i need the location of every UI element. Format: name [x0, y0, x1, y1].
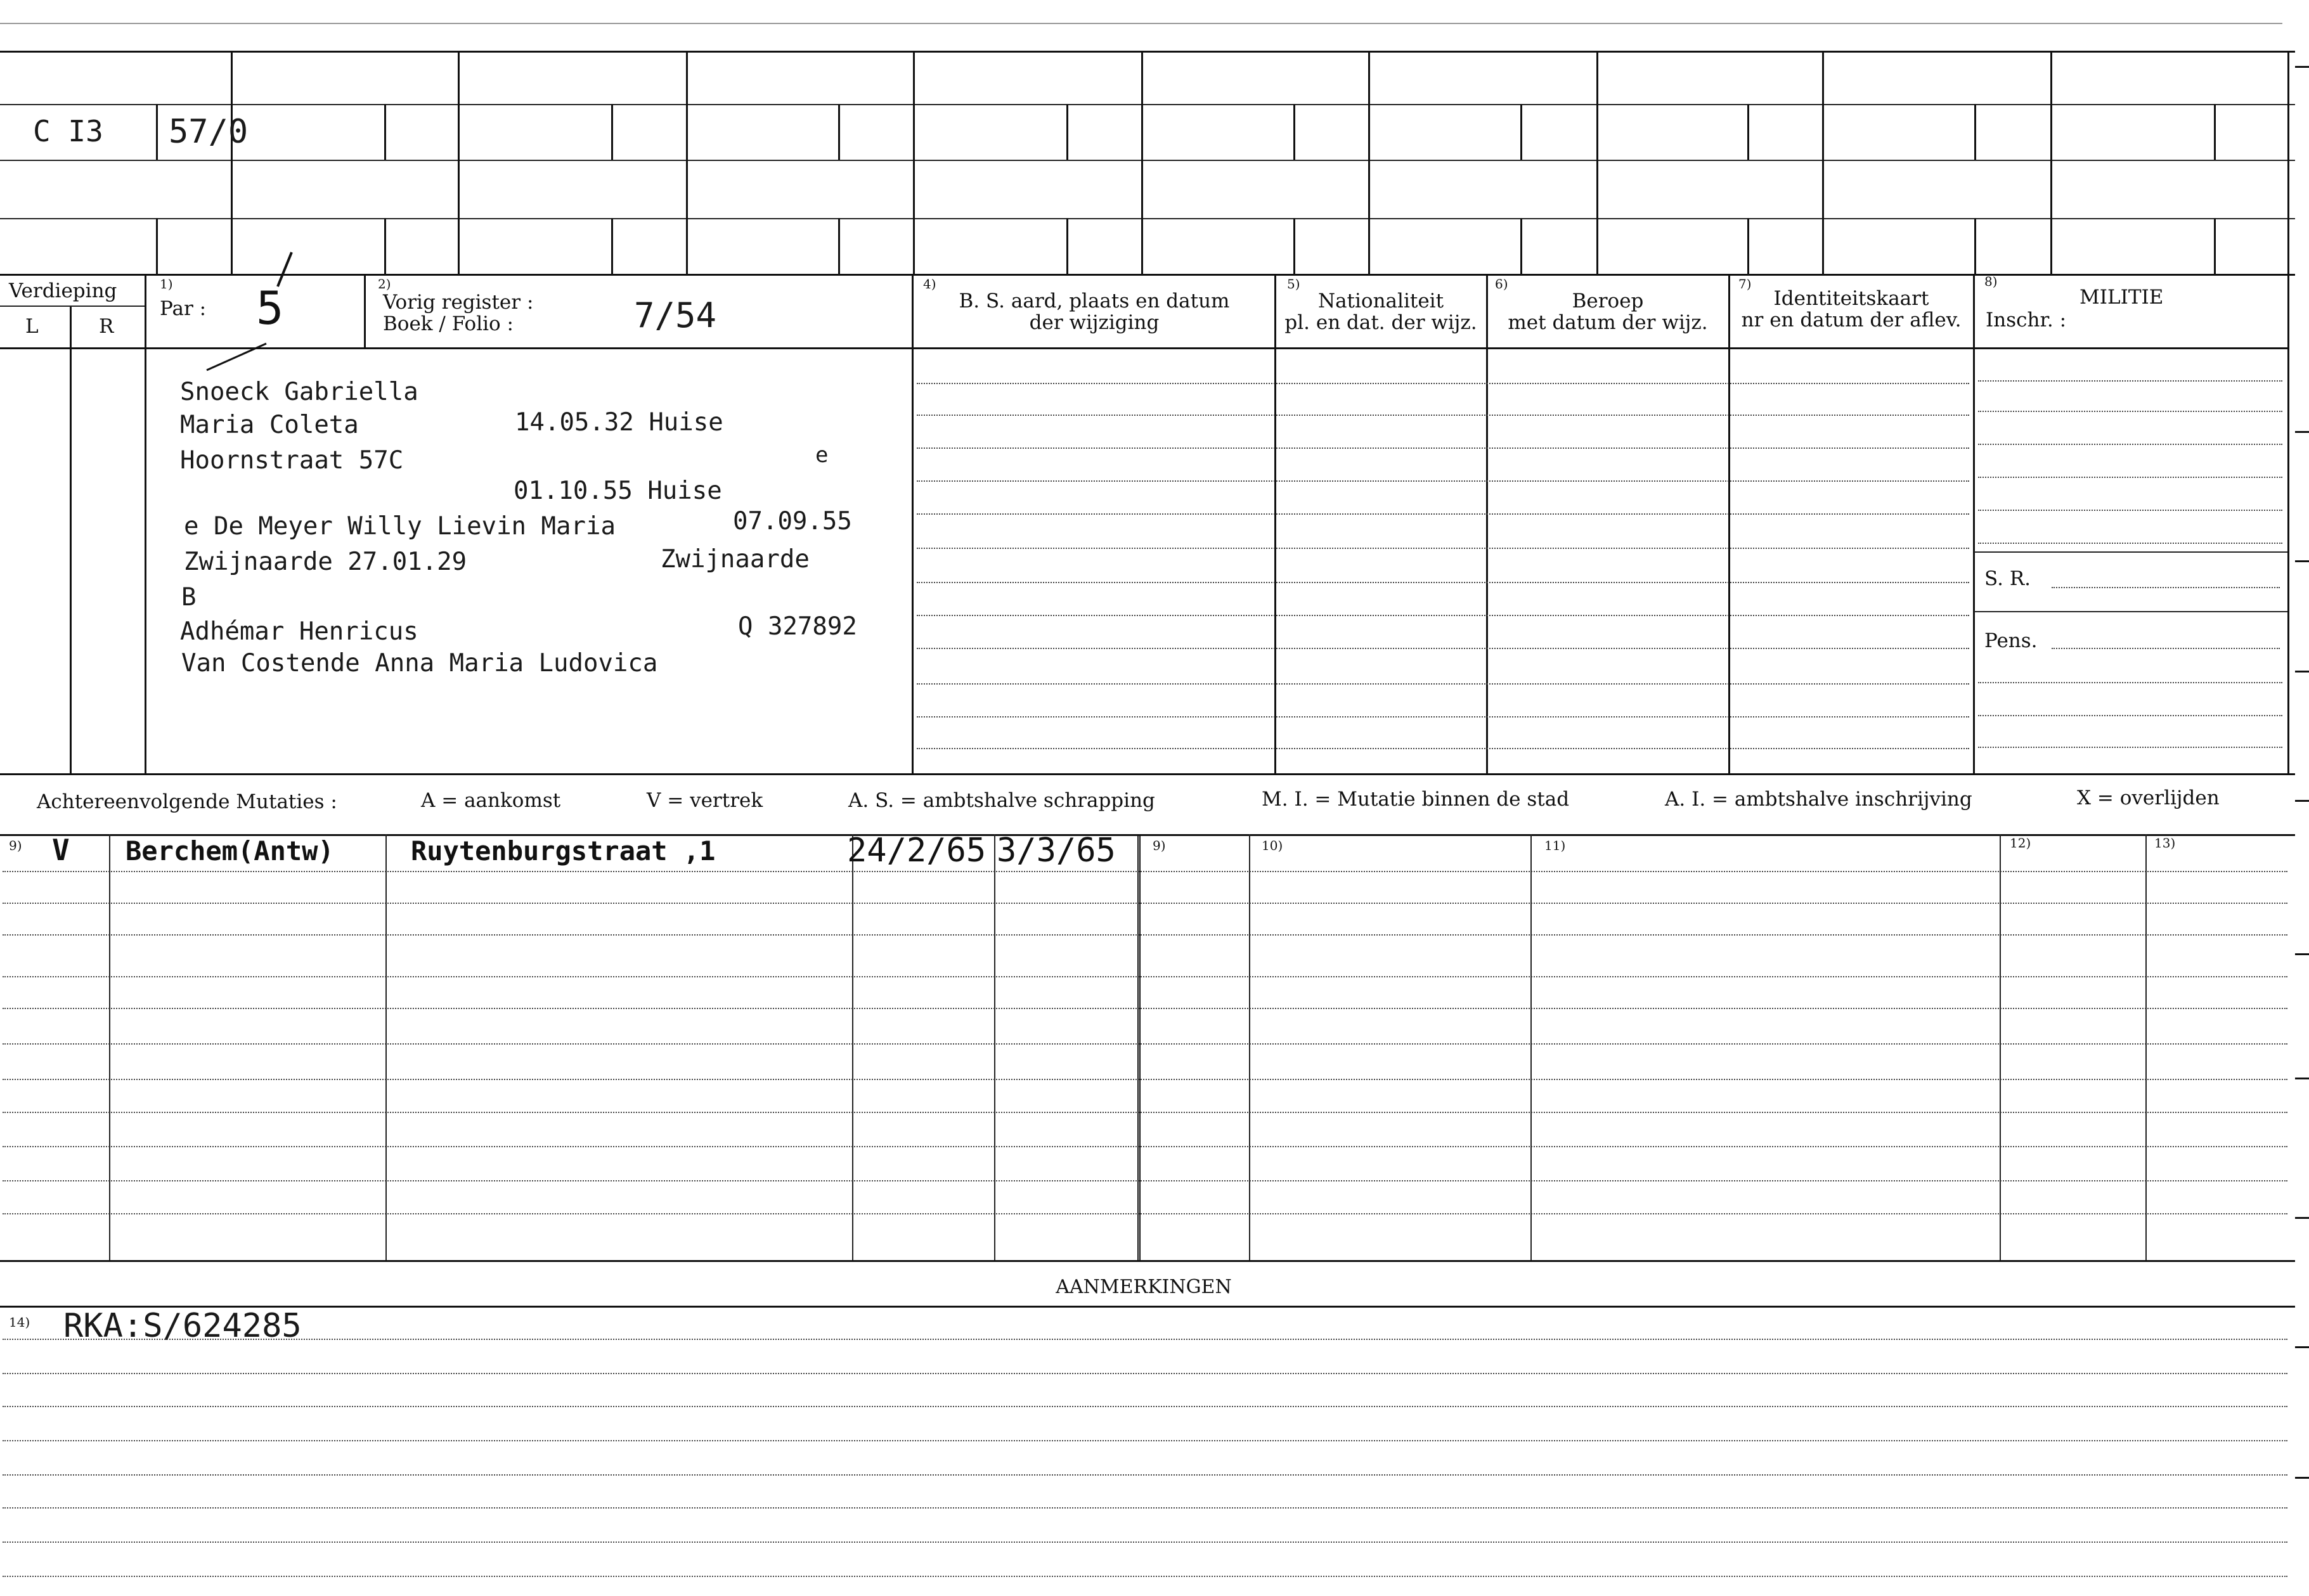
- remarks-dotted-row: [3, 1474, 2287, 1476]
- mut-dotted-row: [3, 1146, 2287, 1147]
- remarks-dotted-row: [3, 1339, 2287, 1340]
- verdieping-underline: [0, 306, 145, 307]
- body-dotted-row: [917, 648, 1969, 649]
- top-grid-vline-m2: [1520, 218, 1522, 274]
- person-line8: Van Costende Anna Maria Ludovica: [181, 649, 658, 678]
- remarks-dotted-row: [3, 1507, 2287, 1509]
- top-grid-vline-right: [2287, 51, 2289, 274]
- militie-title: MILITIE: [2079, 286, 2164, 309]
- header-vline-4: [1274, 274, 1276, 773]
- top-grid-vline-s: [2214, 104, 2216, 160]
- mut-vline: [1530, 834, 1532, 1260]
- person-line3: Hoornstraat 57C: [180, 446, 404, 475]
- top-grid-vline-j: [1141, 51, 1143, 274]
- top-grid-vline-k: [1293, 104, 1295, 160]
- sr-dotted: [2052, 587, 2280, 588]
- top-grid-line-3: [0, 160, 2295, 161]
- legend-x: X = overlijden: [2077, 787, 2220, 809]
- mut-date1: 24/2/65: [847, 832, 986, 870]
- militie-dotted-row: [1978, 444, 2282, 445]
- top-grid-vline-e2: [611, 218, 613, 274]
- margin-tick: [2295, 66, 2309, 68]
- par-slash-stroke: [203, 248, 304, 375]
- col7-num: 7): [1738, 276, 1752, 292]
- mut-vline: [385, 834, 387, 1260]
- mut-dotted-row: [3, 1180, 2287, 1181]
- body-dotted-row: [917, 548, 1969, 549]
- legend-v: V = vertrek: [647, 789, 763, 812]
- mut-dotted-row: [3, 1079, 2287, 1080]
- par-label: Par :: [160, 297, 207, 320]
- militie-dotted-row: [1978, 411, 2282, 412]
- top-grid-vline-k2: [1293, 218, 1295, 274]
- top-grid-line-4: [0, 218, 2295, 219]
- mut-dotted-row: [3, 976, 2287, 977]
- remarks-dotted-row: [3, 1373, 2287, 1374]
- margin-tick: [2295, 560, 2309, 562]
- mut-vline: [1249, 834, 1250, 1260]
- top-grid-vline-s2: [2214, 218, 2216, 274]
- top-grid-vline-o: [1747, 104, 1749, 160]
- remarks-top-line: [0, 1306, 2295, 1308]
- body-left-vline: [145, 347, 146, 773]
- sr-label: S. R.: [1984, 567, 2031, 590]
- militie-dotted-row: [1978, 510, 2282, 511]
- top-grid-vline-r: [2050, 51, 2052, 274]
- boek-value: 7/54: [634, 295, 717, 335]
- margin-tick: [2295, 1346, 2309, 1348]
- remarks-dotted-row: [3, 1440, 2287, 1441]
- l-label: L: [25, 315, 39, 338]
- body-dotted-row: [917, 415, 1969, 416]
- mut-num-9b: 9): [1153, 838, 1166, 853]
- top-grid-vline-i: [1066, 104, 1068, 160]
- verdieping-label: Verdieping: [9, 280, 117, 302]
- body-dotted-row: [917, 513, 1969, 515]
- col6-num: 6): [1495, 276, 1508, 292]
- header-vline-7: [1973, 274, 1975, 773]
- militie-dotted-row: [1978, 747, 2282, 748]
- header-vline-2: [364, 274, 366, 347]
- remarks-dotted-row: [3, 1406, 2287, 1407]
- col6-line2: met datum der wijz.: [1508, 311, 1708, 334]
- top-grid-border-bottom: [0, 274, 2295, 276]
- mut-vline: [994, 834, 995, 1260]
- margin-tick: [2295, 671, 2309, 673]
- top-grid-vline-g2: [838, 218, 840, 274]
- col4-num: 4): [923, 276, 936, 292]
- mutations-bottom-line: [0, 1260, 2295, 1262]
- mut-dotted-row: [3, 871, 2287, 872]
- mut-dotted-row: [3, 1112, 2287, 1113]
- vorig-label: Vorig register :: [383, 291, 534, 314]
- top-grid-vline-d: [458, 51, 460, 274]
- mut-num-12: 12): [2010, 835, 2031, 851]
- top-grid-vline-a2: [156, 218, 158, 274]
- mut-dotted-row: [3, 903, 2287, 904]
- mut-street: Ruytenburgstraat ,1: [411, 835, 716, 866]
- top-grid-vline-e: [611, 104, 613, 160]
- header-bottom-left: [0, 347, 145, 349]
- top-grid-vline-q2: [1974, 218, 1976, 274]
- person-line4: e De Meyer Willy Lievin Maria: [184, 512, 616, 541]
- mut-num-11: 11): [1544, 838, 1566, 853]
- top-grid-vline-i2: [1066, 218, 1068, 274]
- col8-num: 8): [1984, 274, 1998, 289]
- body-dotted-row: [917, 383, 1969, 384]
- header-vline-3: [912, 274, 914, 773]
- body-dotted-row: [917, 480, 1969, 482]
- mut-vline: [2000, 834, 2001, 1260]
- legend-as: A. S. = ambtshalve schrapping: [848, 789, 1155, 812]
- body-dotted-row: [917, 748, 1969, 749]
- r-label: R: [99, 315, 114, 338]
- person-idnr: Q 327892: [738, 612, 857, 641]
- top-grid-line-2: [0, 104, 2295, 105]
- header-bottom-line: [145, 347, 2287, 349]
- vorig-num: 2): [378, 276, 391, 292]
- legend-title: Achtereenvolgende Mutaties :: [37, 790, 337, 813]
- col4-line2: der wijziging: [1029, 311, 1160, 334]
- pens-label: Pens.: [1984, 629, 2038, 652]
- legend-a: A = aankomst: [421, 789, 561, 812]
- par-num: 1): [160, 276, 173, 292]
- legend-mi: M. I. = Mutatie binnen de stad: [1262, 788, 1570, 811]
- person-line6: B: [181, 583, 197, 612]
- top-grid-vline-n: [1596, 51, 1598, 274]
- top-grid-vline-c2: [384, 218, 386, 274]
- body-dotted-row: [917, 683, 1969, 685]
- boek-label: Boek / Folio :: [383, 312, 514, 335]
- militie-solid-line-2: [1974, 611, 2287, 612]
- par-value: 5: [256, 281, 284, 335]
- mut-dotted-row: [3, 1043, 2287, 1045]
- person-place5: Zwijnaarde: [661, 545, 810, 574]
- person-line1: Snoeck Gabriella: [180, 378, 418, 406]
- legend-ai: A. I. = ambtshalve inschrijving: [1665, 788, 1972, 811]
- top-grid-vline-h: [913, 51, 915, 274]
- mut-type: V: [52, 833, 70, 867]
- col5-line1: Nationaliteit: [1317, 290, 1444, 312]
- body-dotted-row: [917, 447, 1969, 449]
- mut-dotted-row: [3, 934, 2287, 936]
- top-grid-border-top: [0, 51, 2295, 53]
- mut-date2: 3/3/65: [997, 832, 1116, 870]
- header-vline-right: [2287, 274, 2289, 773]
- top-grid-vline-q: [1974, 104, 1976, 160]
- militie-dotted-row: [1978, 380, 2282, 382]
- register-number: 57/0: [169, 113, 249, 151]
- top-grid-vline-a: [156, 104, 158, 160]
- col4-line1: B. S. aard, plaats en datum: [959, 290, 1230, 312]
- inschr-label: Inschr. :: [1986, 309, 2067, 331]
- mut-num-13: 13): [2154, 835, 2176, 851]
- mut-vline: [2145, 834, 2147, 1260]
- mut-vline-mid: [1137, 834, 1141, 1260]
- col6-line1: Beroep: [1572, 290, 1644, 312]
- militie-dotted-row: [1978, 682, 2282, 683]
- margin-tick: [2295, 1477, 2309, 1479]
- body-bottom-line: [0, 773, 2295, 775]
- militie-dotted-row: [1978, 477, 2282, 478]
- margin-tick: [2295, 431, 2309, 433]
- mut-vline: [109, 834, 110, 1260]
- remarks-title: AANMERKINGEN: [1056, 1276, 1232, 1298]
- militie-dotted-row: [1978, 715, 2282, 716]
- col5-line2: pl. en dat. der wijz.: [1284, 311, 1477, 334]
- mut-dotted-row: [3, 1008, 2287, 1009]
- top-grid-vline-o2: [1747, 218, 1749, 274]
- person-e-mark: e: [815, 442, 829, 468]
- col7-line2: nr en datum der aflev.: [1741, 309, 1962, 331]
- person-line2: Maria Coleta: [180, 411, 359, 439]
- remarks-num: 14): [9, 1315, 30, 1330]
- person-date2: 01.10.55 Huise: [514, 477, 722, 505]
- top-grid-vline-c: [384, 104, 386, 160]
- mut-num-9: 9): [9, 838, 22, 853]
- top-grid-vline-p: [1822, 51, 1824, 274]
- header-vline-6: [1728, 274, 1730, 773]
- lr-split-header: [70, 306, 72, 773]
- header-vline-5: [1486, 274, 1488, 773]
- margin-tick: [2295, 953, 2309, 955]
- top-grid-vline-g: [838, 104, 840, 160]
- mut-vline: [852, 834, 853, 1260]
- remarks-dotted-row: [3, 1541, 2287, 1543]
- body-dotted-row: [917, 716, 1969, 718]
- margin-tick: [2295, 1078, 2309, 1079]
- margin-tick: [2295, 800, 2309, 802]
- mut-num-10: 10): [1262, 838, 1283, 853]
- top-edge-line: [0, 23, 2282, 24]
- col5-num: 5): [1287, 276, 1300, 292]
- body-dotted-row: [917, 615, 1969, 616]
- register-code: C I3: [33, 114, 103, 148]
- person-line5: Zwijnaarde 27.01.29: [184, 548, 467, 576]
- person-line7: Adhémar Henricus: [180, 617, 418, 646]
- top-grid-vline-b: [231, 51, 233, 274]
- remarks-dotted-row: [3, 1576, 2287, 1577]
- top-grid-vline-l: [1368, 51, 1370, 274]
- militie-dotted-row: [1978, 543, 2282, 544]
- mutations-top-line: [0, 834, 2295, 836]
- militie-solid-line: [1974, 551, 2287, 553]
- col7-line1: Identiteitskaart: [1773, 287, 1929, 310]
- pens-dotted: [2052, 648, 2280, 649]
- margin-tick: [2295, 1217, 2309, 1219]
- mut-dotted-row: [3, 1213, 2287, 1214]
- top-grid-vline-m: [1520, 104, 1522, 160]
- person-date3: 07.09.55: [733, 507, 852, 536]
- top-grid-vline-f: [686, 51, 688, 274]
- person-birth: 14.05.32 Huise: [515, 408, 723, 437]
- mut-place: Berchem(Antw): [126, 835, 334, 866]
- remarks-value: RKA:S/624285: [63, 1307, 302, 1345]
- body-dotted-row: [917, 582, 1969, 583]
